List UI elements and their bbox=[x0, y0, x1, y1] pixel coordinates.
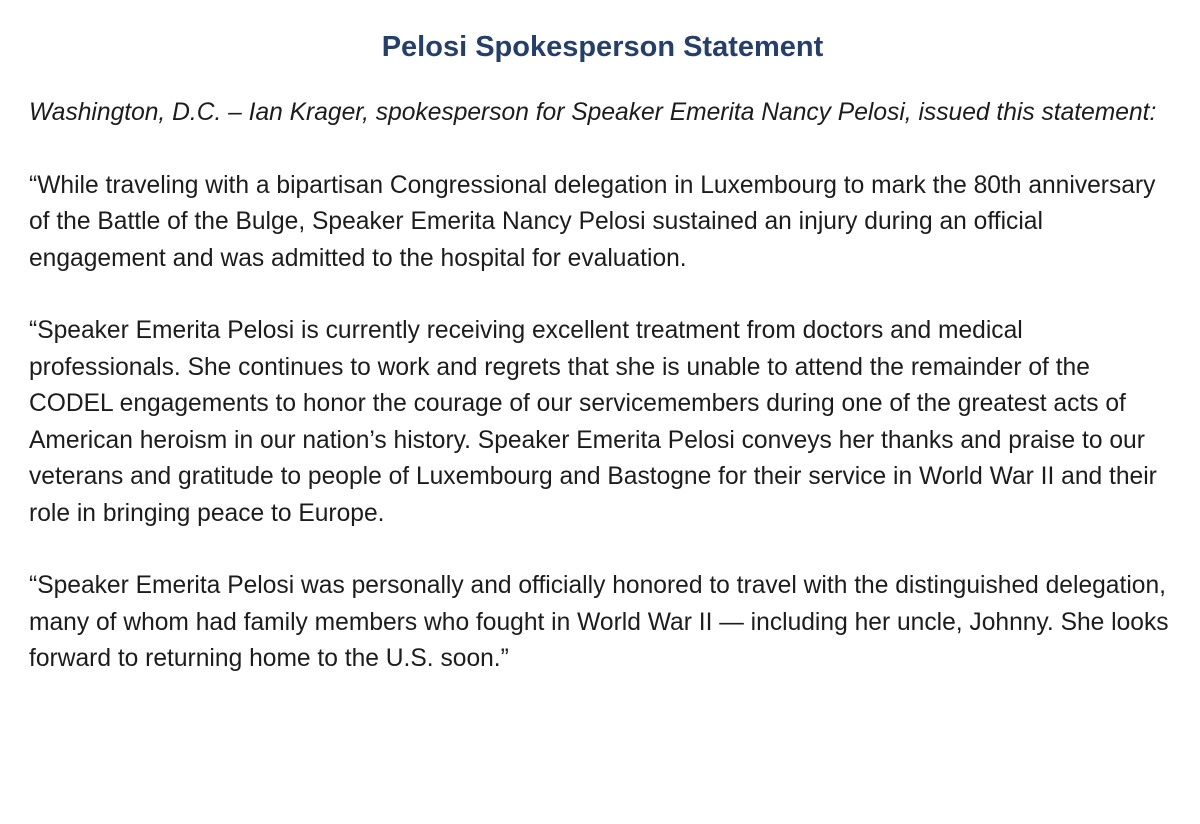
statement-paragraph-treatment: “Speaker Emerita Pelosi is currently receiving excellent treatment from doctors and medical professionals. She continues to work and regrets that she is unable to attend the remainder of the CODEL engagements to honor the courage of our servicemembers during one of the greatest acts of American heroism in our nation’s history. Speaker Emerita Pelosi conveys her thanks and praise to our veterans and gratitude to people of Luxembourg and Bastogne for their service in World War II and their role in bringing peace to Europe. bbox=[29, 317, 1157, 527]
statement-intro: Washington, D.C. – Ian Krager, spokesperson for Speaker Emerita Nancy Pelosi, issued this statement: bbox=[29, 99, 1157, 126]
statement-title: Pelosi Spokesperson Statement bbox=[381, 31, 824, 63]
statement-paragraph-delegation: “Speaker Emerita Pelosi was personally and officially honored to travel with the distinguished delegation, many of whom had family members who fought in World War II — including her uncle, Johnny. She looks forward to returning home to the U.S. soon.” bbox=[29, 572, 1169, 672]
statement-paragraph-injury: “While traveling with a bipartisan Congressional delegation in Luxembourg to mark the 80th anniversary of the Battle of the Bulge, Speaker Emerita Nancy Pelosi sustained an injury during an official engagement and was admitted to the hospital for evaluation. bbox=[29, 171, 1156, 272]
